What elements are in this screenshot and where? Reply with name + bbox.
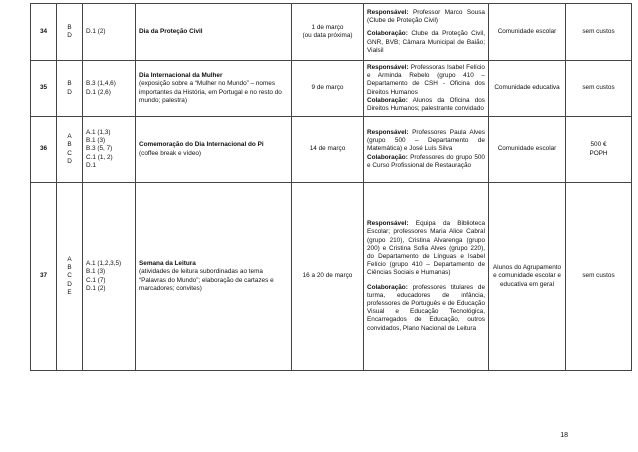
audience-cell: Comunidade escolar (489, 4, 566, 61)
cycle-letter: D (67, 88, 72, 96)
date-line: (ou data próxima) (302, 32, 353, 39)
collaboration-text: Clube da Proteção Civil, GNR, BVB; Câmara Municipal de Baião; Vialsil (367, 30, 485, 54)
cost-line: sem custos (582, 84, 615, 92)
collaboration-text: professores titulares de turma, educadores de infância, professores de Português e de Educação Visual e Educação Tecnológica, Encarregados de Educação, outros convidados, Plano Nacional de Leitura (367, 283, 485, 332)
cycle-letter: D (67, 157, 72, 165)
activity-cell (136, 183, 292, 371)
activities-table (30, 3, 632, 371)
collaboration-label: Colaboração: (367, 153, 408, 161)
responsibles-cell (364, 183, 489, 371)
responsible-text: Professoras Isabel Felício e Arminda Rebelo (grupo 410 – Departamento de CSH - Oficina dos Direitos Humanos (367, 63, 485, 96)
goal-code: B.1 (3) (86, 268, 106, 276)
activity-description: (exposição sobre a “Mulher no Mundo” – nomes importantes da História, em Portugal e no resto do mundo; palestra) (139, 80, 282, 104)
activity-cell (136, 61, 292, 117)
goals-cell (83, 117, 136, 183)
costs-cell (566, 61, 632, 117)
goal-code: B.3 (1,4,6) (86, 80, 116, 88)
goal-code: D.1 (2) (86, 284, 106, 292)
table-body (31, 4, 632, 371)
activity-number: 37 (31, 183, 57, 371)
page-number: 18 (560, 432, 568, 439)
cost-line: 500 € (590, 141, 607, 149)
table-row (31, 61, 632, 117)
cycle-letter: B (67, 264, 72, 272)
goals-cell (83, 183, 136, 371)
responsible-label: Responsável: (367, 128, 409, 136)
goal-code: D.1 (2) (86, 27, 106, 35)
activity-cell (136, 117, 292, 183)
cycle-letter: A (67, 255, 72, 263)
goal-code: C.1 (7) (86, 276, 106, 284)
goal-code: A.1 (1,3) (86, 128, 111, 136)
activity-number: 35 (31, 61, 57, 117)
collaboration-label: Colaboração: (367, 283, 408, 291)
goal-code: D.1 (86, 161, 96, 169)
date-line: 14 de março (309, 145, 346, 153)
activity-title: Comemoração do Dia Internacional do Pi (139, 141, 264, 149)
table-row (31, 4, 632, 61)
cycle-letter: C (67, 272, 72, 280)
table-row (31, 183, 632, 371)
responsible-text: Professor Marco Sousa (Clube de Proteção Civil) (367, 8, 485, 25)
date-line: 1 de março (311, 23, 344, 31)
responsible-label: Responsável: (367, 63, 409, 71)
responsibles-cell (364, 4, 489, 61)
activity-number: 36 (31, 117, 57, 183)
cost-line: POPH (589, 149, 608, 157)
cycle-letter: B (67, 80, 72, 88)
activity-title: Semana da Leitura (139, 260, 196, 268)
cycle-letter: E (67, 288, 72, 296)
cycle-letter: B (67, 141, 72, 149)
cycle-letter: D (67, 280, 72, 288)
audience-cell: Comunidade escolar (489, 117, 566, 183)
responsibles-cell (364, 61, 489, 117)
collaboration-label: Colaboração: (367, 96, 408, 104)
responsibles-cell (364, 117, 489, 183)
costs-cell (566, 117, 632, 183)
cost-line: sem custos (582, 272, 615, 280)
activity-cell (136, 4, 292, 61)
audience-cell: Comunidade educativa (489, 61, 566, 117)
date-line: 16 a 20 de março (302, 272, 353, 280)
cycle-letter: D (67, 32, 72, 39)
activity-title: Dia da Proteção Civil (139, 27, 203, 35)
audience-cell: Alunos do Agrupamento e comunidade escolar e educativa em geral (489, 183, 566, 371)
collaboration-label: Colaboração: (367, 30, 408, 38)
costs-cell (566, 4, 632, 61)
cycle-cell (57, 4, 83, 61)
cycle-letter: B (67, 23, 72, 31)
activity-number: 34 (31, 4, 57, 61)
goal-code: D.1 (2,6) (86, 88, 111, 96)
date-cell (292, 61, 364, 117)
activity-description: (atividades de leitura subordinadas ao tema “Palavras do Mundo”; elaboração de cartazes e marcadores; convites) (139, 268, 274, 292)
cycle-cell (57, 117, 83, 183)
goal-code: B.3 (5, 7) (86, 145, 113, 153)
responsible-label: Responsável: (367, 8, 409, 16)
activity-title: Dia Internacional da Mulher (139, 72, 223, 80)
goals-cell (83, 4, 136, 61)
cycle-cell (57, 183, 83, 371)
table-row (31, 117, 632, 183)
cycle-letter: C (67, 149, 72, 157)
cost-line: sem custos (582, 27, 615, 35)
date-cell (292, 4, 364, 61)
responsible-label: Responsável: (367, 220, 409, 228)
costs-cell (566, 183, 632, 371)
goal-code: C.1 (1, 2) (86, 153, 113, 161)
responsible-text: Professores Paula Alves (grupo 500 – Departamento de Matemática) e José Luís Silva (367, 128, 485, 153)
activity-description: (coffee break e vídeo) (139, 149, 202, 157)
collaboration-text: Alunos da Oficina dos Direitos Humanos; palestrante convidado (367, 96, 485, 112)
date-cell (292, 117, 364, 183)
date-line: 9 de março (311, 84, 344, 92)
responsible-text: Equipa da Biblioteca Escolar; professores Maria Alice Cabral (grupo 210), Cristina Alvarenga (grupo 200) e Cristina Sofia Alves (grupo 220), do Departamento de Línguas e Isabel Felício (grupo 410 – Departamento de Ciências Sociais e Humanas) (367, 220, 485, 277)
goals-cell (83, 61, 136, 117)
goal-code: B.1 (3) (86, 137, 106, 145)
date-cell (292, 183, 364, 371)
cycle-cell (57, 61, 83, 117)
collaboration-text: Professores do grupo 500 e Curso Profissional de Restauração (367, 153, 485, 169)
cycle-letter: A (67, 133, 72, 141)
goal-code: A.1 (1,2,3,5) (86, 260, 122, 268)
